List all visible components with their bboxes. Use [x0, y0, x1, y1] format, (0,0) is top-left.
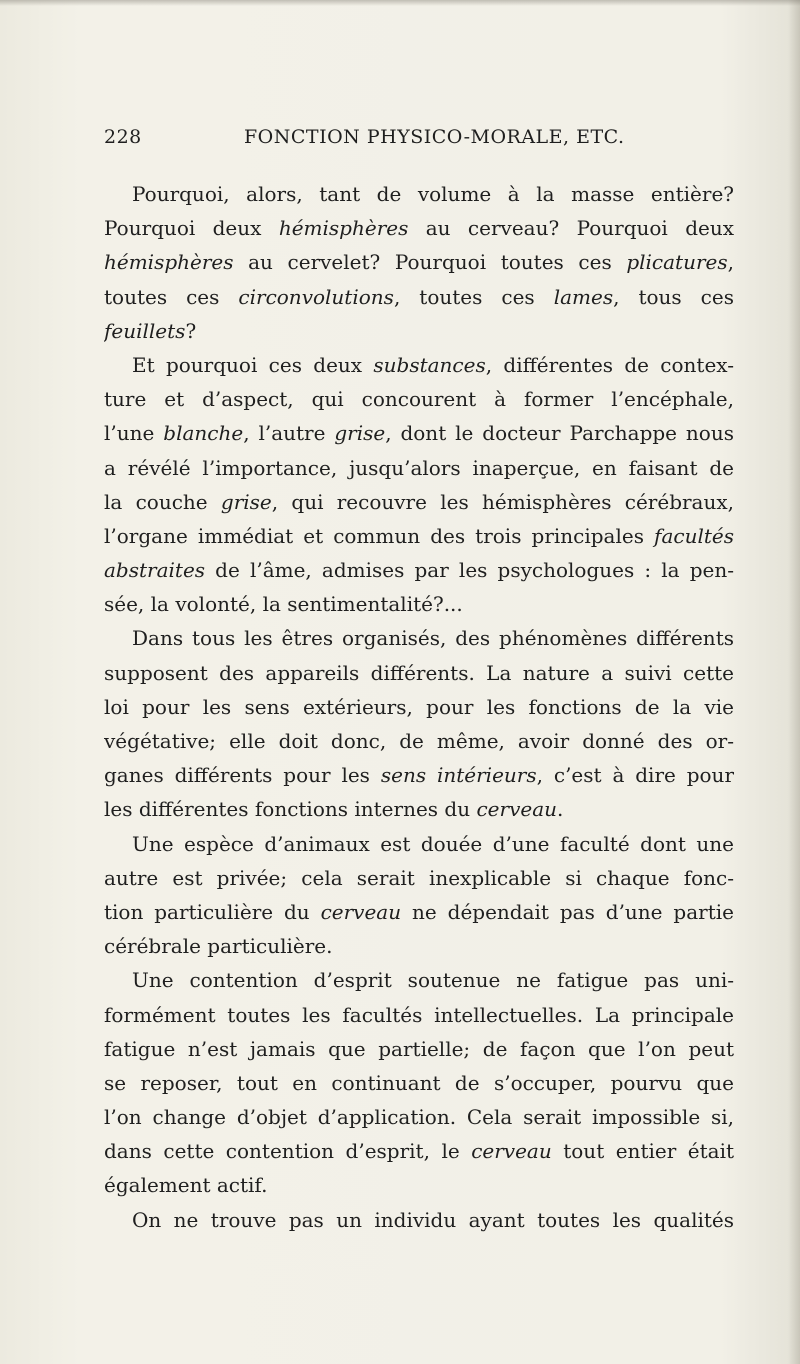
text-line: se reposer, tout en continuant de s’occuper, pourvu que — [104, 1070, 734, 1095]
text-line: également actif. — [104, 1173, 268, 1198]
text-line: toutes ces circonvolutions, toutes ces lames, tous ces — [104, 284, 734, 309]
text-line: l’on change d’objet d’application. Cela serait impossible si, — [104, 1105, 734, 1130]
text-line: tion particulière du cerveau ne dépendait pas d’une partie — [104, 899, 734, 924]
text-line: Et pourquoi ces deux substances, différentes de contex- — [132, 352, 734, 377]
text-line: Pourquoi deux hémisphères au cerveau? Pourquoi deux — [104, 216, 734, 241]
text-line: cérébrale particulière. — [104, 934, 333, 959]
text-line: Une espèce d’animaux est douée d’une faculté dont une — [132, 831, 734, 856]
text-line: Pourquoi, alors, tant de volume à la masse entière? — [132, 182, 734, 206]
text-line: abstraites de l’âme, admises par les psychologues : la pen- — [104, 558, 734, 583]
text-line: supposent des appareils différents. La nature a suivi cette — [104, 660, 734, 685]
text-line: végétative; elle doit donc, de même, avoir donné des or- — [104, 729, 734, 753]
text-line: sée, la volonté, la sentimentalité?... — [104, 592, 463, 617]
text-line: On ne trouve pas un individu ayant toutes les qualités — [132, 1207, 734, 1232]
text-line: a révélé l’importance, jusqu’alors inaperçue, en faisant de — [104, 455, 734, 480]
text-line: ture et d’aspect, qui concourent à former l’encéphale, — [104, 387, 734, 412]
text-line: loi pour les sens extérieurs, pour les fonctions de la vie — [104, 694, 734, 719]
text-line: les différentes fonctions internes du cerveau. — [104, 797, 564, 822]
page-edge-shadow — [788, 0, 800, 1364]
text-line: feuillets? — [104, 318, 197, 343]
text-line: l’une blanche, l’autre grise, dont le docteur Parchappe nous — [104, 421, 734, 446]
text-line: dans cette contention d’esprit, le cerveau tout entier était — [104, 1139, 734, 1164]
text-line: hémisphères au cervelet? Pourquoi toutes ces plicatures, — [104, 250, 734, 275]
text-line: la couche grise, qui recouvre les hémisphères cérébraux, — [104, 489, 734, 514]
text-line: formément toutes les facultés intellectuelles. La principale — [104, 1002, 734, 1027]
text-line: ganes différents pour les sens intérieurs, c’est à dire pour — [104, 763, 734, 788]
page-number: 228 — [104, 126, 142, 148]
page-header — [104, 126, 734, 156]
text-line: l’organe immédiat et commun des trois principales facultés — [104, 523, 734, 548]
text-line: Dans tous les êtres organisés, des phénomènes différents — [132, 626, 734, 651]
text-line: Une contention d’esprit soutenue ne fatigue pas uni- — [132, 968, 734, 993]
text-line: autre est privée; cela serait inexplicable si chaque fonc- — [104, 865, 734, 890]
body-text — [104, 177, 734, 1237]
text-line: fatigue n’est jamais que partielle; de façon que l’on peut — [104, 1036, 734, 1061]
page-top-shadow — [0, 0, 800, 6]
running-head: FONCTION PHYSICO-MORALE, ETC. — [244, 126, 625, 148]
